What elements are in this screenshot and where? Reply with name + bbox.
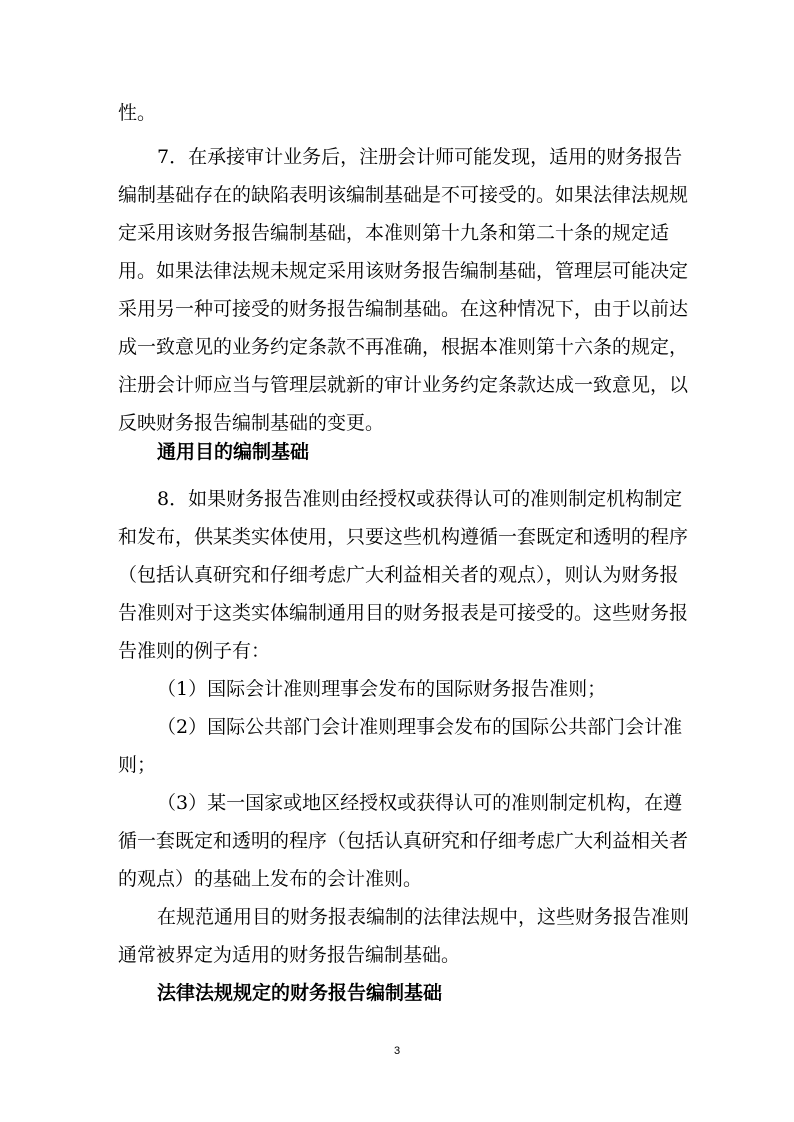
text-line-23: 通常被界定为适用的财务报告编制基础。	[118, 944, 461, 966]
text-line-22: 在规范通用目的财务报表编制的法律法规中，这些财务报告准则	[157, 906, 690, 928]
text-line-11: 8．如果财务报告准则由经授权或获得认可的准则制定机构制定	[157, 488, 683, 510]
text-line-4: 定采用该财务报告编制基础，本准则第十九条和第二十条的规定适	[118, 222, 670, 244]
text-line-8: 注册会计师应当与管理层就新的审计业务约定条款达成一致意见，以	[118, 374, 689, 396]
text-line-2: 7．在承接审计业务后，注册会计师可能发现，适用的财务报告	[157, 146, 683, 168]
text-line-15: 告准则的例子有：	[118, 640, 271, 662]
text-line-18: 则；	[118, 754, 157, 776]
text-line-13: （包括认真研究和仔细考虑广大利益相关者的观点），则认为财务报	[118, 564, 679, 586]
text-line-17: （2）国际公共部门会计准则理事会发布的国际公共部门会计准	[157, 716, 683, 738]
section-heading-legal-framework: 法律法规规定的财务报告编制基础	[157, 982, 443, 1004]
text-line-19: （3）某一国家或地区经授权或获得认可的准则制定机构，在遵	[157, 792, 683, 814]
section-heading-general-purpose: 通用目的编制基础	[157, 441, 310, 463]
text-line-5: 用。如果法律法规未规定采用该财务报告编制基础，管理层可能决定	[118, 260, 689, 282]
text-line-14: 告准则对于这类实体编制通用目的财务报表是可接受的。这些财务报	[118, 602, 689, 624]
text-line-16: （1）国际会计准则理事会发布的国际财务报告准则；	[157, 678, 607, 700]
text-line-9: 反映财务报告编制基础的变更。	[118, 412, 385, 434]
text-line-7: 成一致意见的业务约定条款不再准确，根据本准则第十六条的规定，	[118, 336, 689, 358]
page-number: 3	[393, 1045, 401, 1057]
text-line-20: 循一套既定和透明的程序（包括认真研究和仔细考虑广大利益相关者	[118, 830, 689, 852]
text-line-12: 和发布，供某类实体使用，只要这些机构遵循一套既定和透明的程序	[118, 526, 689, 548]
text-line-6: 采用另一种可接受的财务报告编制基础。在这种情况下，由于以前达	[118, 298, 689, 320]
text-line-3: 编制基础存在的缺陷表明该编制基础是不可接受的。如果法律法规规	[118, 184, 689, 206]
text-line-21: 的观点）的基础上发布的会计准则。	[118, 868, 423, 890]
text-line-1: 性。	[118, 102, 157, 124]
